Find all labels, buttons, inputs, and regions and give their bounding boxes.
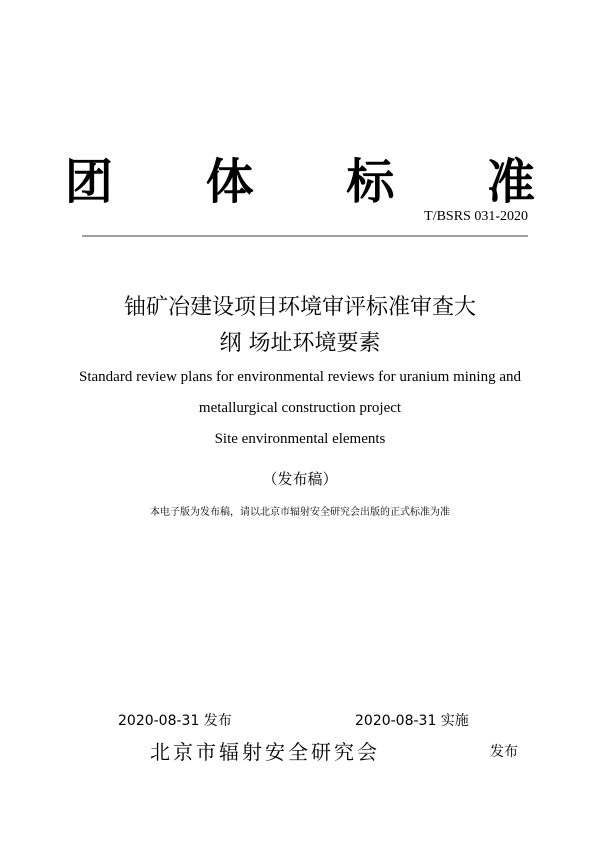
draft-label: （发布稿） [262, 470, 338, 488]
title-en-line-3: Site environmental elements [214, 431, 386, 447]
title-en-line-2: metallurgical construction project [198, 400, 402, 416]
title-cn-line-2: 纲 场址环境要素 [219, 331, 381, 356]
divider [82, 235, 528, 237]
implement-date: 2020-08-31 实施 [355, 713, 469, 729]
edition-note: 本电子版为发布稿，请以北京市辐射安全研究会出版的正式标准为准 [150, 507, 450, 518]
standard-code: T/BSRS 031-2020 [424, 209, 528, 224]
title-en-line-1: Standard review plans for environmental reviews for uranium mining and [79, 369, 521, 385]
release-date: 2020-08-31 发布 [118, 713, 232, 729]
document-type-heading: 团 体 标 准 [64, 154, 574, 210]
title-cn-line-1: 铀矿冶建设项目环境审评标准审查大 [123, 295, 476, 320]
publish-label: 发布 [490, 744, 518, 760]
publishing-organization: 北京市辐射安全研究会 [150, 740, 380, 764]
